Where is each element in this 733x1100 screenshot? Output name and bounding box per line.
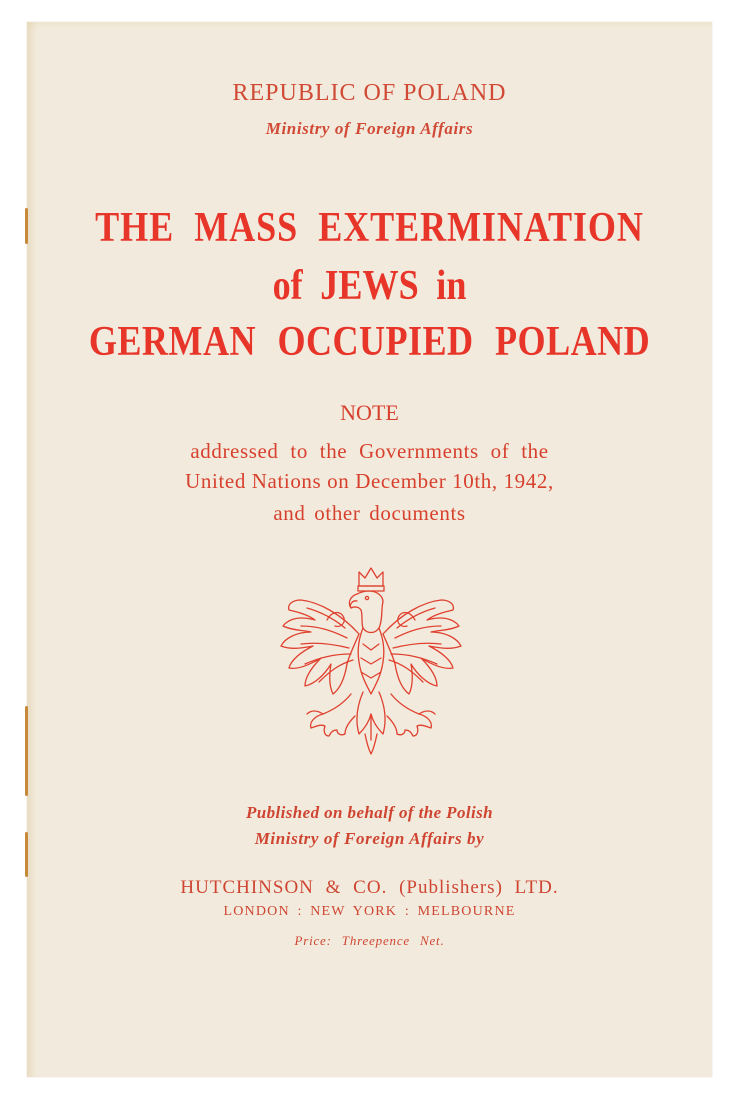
publisher-cities: LONDON : NEW YORK : MELBOURNE xyxy=(223,904,516,919)
note-label: NOTE xyxy=(340,400,399,425)
ministry-subheading: Ministry of Foreign Affairs xyxy=(265,119,474,138)
published-on-behalf-line-1: Published on behalf of the Polish xyxy=(246,803,493,822)
published-on-behalf-line-2: Ministry of Foreign Affairs by xyxy=(254,829,485,848)
issuer-heading: REPUBLIC OF POLAND xyxy=(232,80,507,106)
subtitle-line-1: addressed to the Governments of the xyxy=(190,439,549,463)
title-line-1: THE MASS EXTERMINATION xyxy=(95,205,644,251)
staple-mark xyxy=(25,208,28,244)
price-line: Price: Threepence Net. xyxy=(294,933,445,948)
publisher-name: HUTCHINSON & CO. (Publishers) LTD. xyxy=(180,877,559,898)
title-line-2: of JEWS in xyxy=(272,263,467,309)
title-line-3: GERMAN OCCUPIED POLAND xyxy=(88,319,651,365)
pamphlet-cover xyxy=(27,22,712,1077)
polish-eagle-emblem-icon xyxy=(271,564,471,774)
staple-mark xyxy=(25,706,28,796)
subtitle-line-2: United Nations on December 10th, 1942, xyxy=(185,469,554,493)
subtitle-line-3: and other documents xyxy=(273,501,466,525)
